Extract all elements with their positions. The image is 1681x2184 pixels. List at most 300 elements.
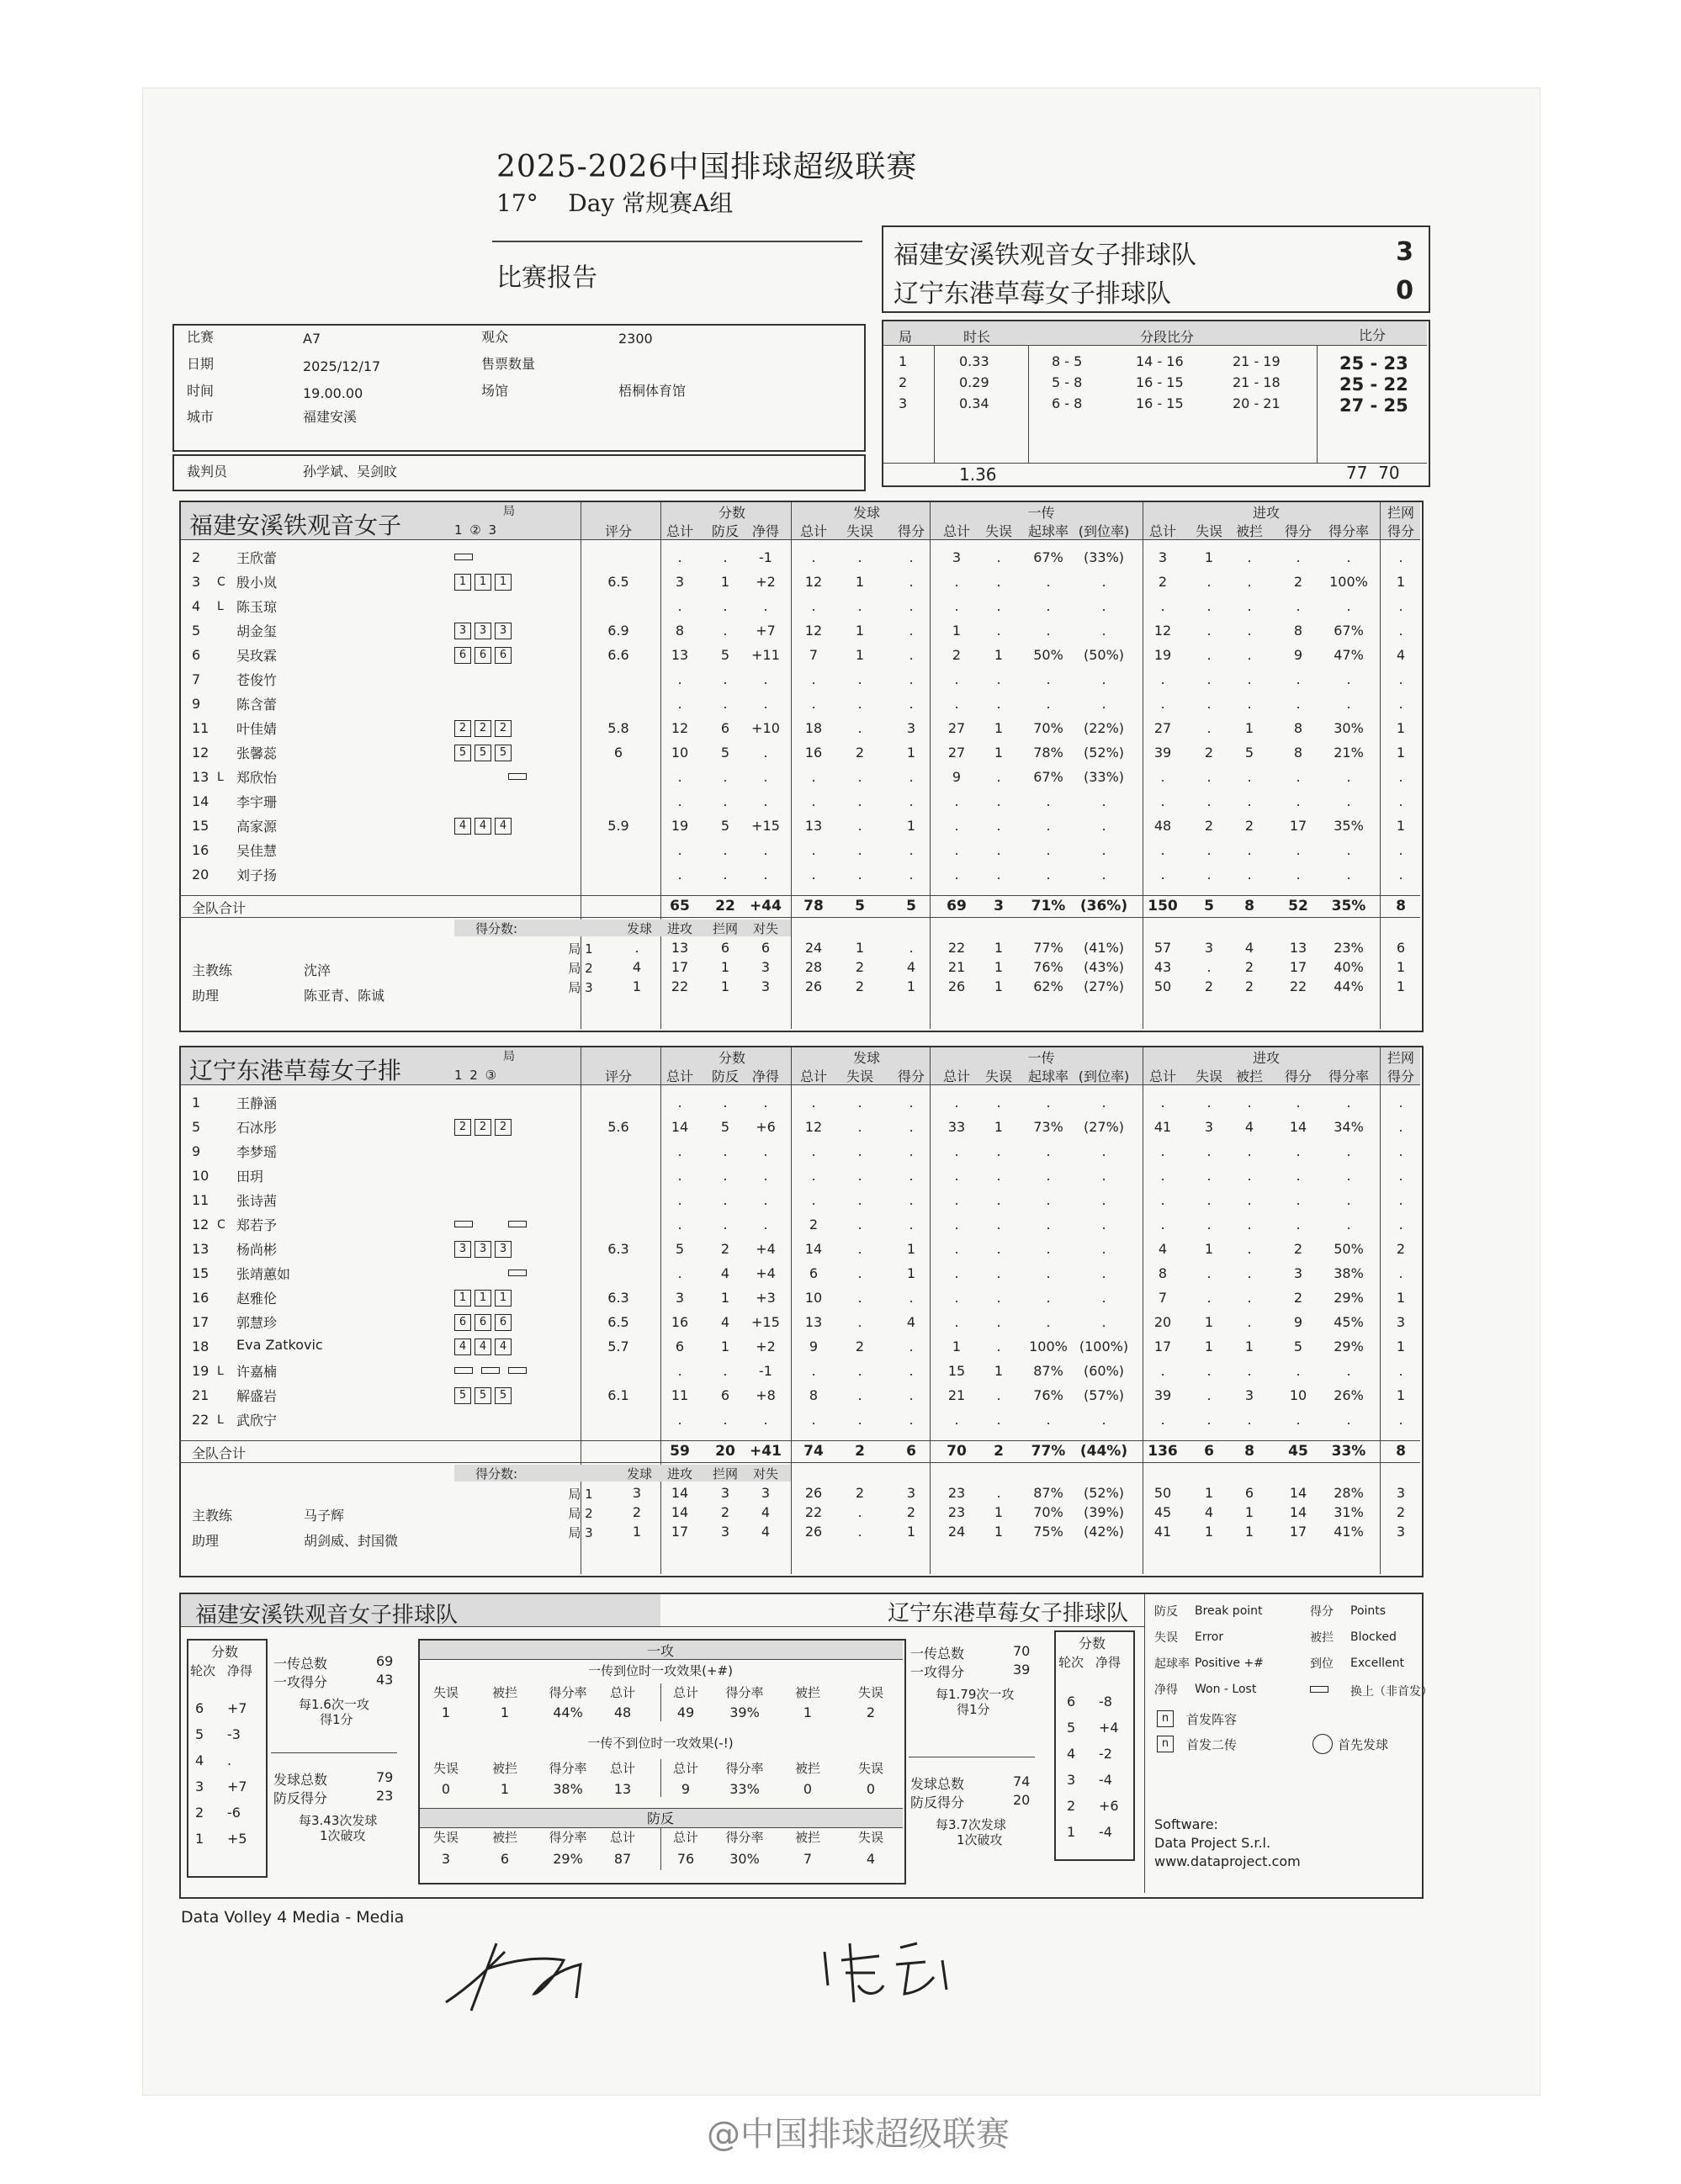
attack-col-header: 被拦: [794, 1761, 820, 1776]
player-stat: 1: [994, 1119, 1004, 1135]
player-name: 张诗茜: [236, 1193, 278, 1209]
time-value: 19.00.00: [303, 385, 363, 401]
set-stat: (42%): [1083, 1524, 1125, 1540]
team-score-box: [882, 225, 1430, 313]
player-role: C: [217, 575, 225, 589]
player-stat: .: [763, 696, 768, 712]
player-stat: 3: [906, 720, 916, 736]
right-serve-value-a: 74: [1013, 1773, 1031, 1789]
player-stat: .: [1398, 1192, 1403, 1208]
player-stat: (52%): [1083, 745, 1125, 761]
player-stat: .: [1046, 793, 1051, 809]
player-number: 16: [192, 842, 209, 858]
player-stat: .: [1398, 696, 1403, 712]
player-stat: .: [954, 1217, 959, 1232]
attack-value-neg: 38%: [553, 1781, 583, 1797]
player-stat: 5: [675, 1241, 685, 1257]
sets-cell: 0.33: [959, 353, 989, 369]
player-stat: .: [723, 671, 728, 687]
player-stat: 9: [1293, 647, 1303, 663]
legend-bench-icon: [1310, 1686, 1328, 1693]
total-stat: +41: [750, 1443, 782, 1460]
player-stat: .: [763, 671, 768, 687]
player-stat: 27: [947, 745, 966, 761]
sets-cell: 20 - 21: [1233, 395, 1281, 411]
set-stat: 13: [1289, 940, 1307, 956]
player-stat: .: [1101, 671, 1106, 687]
city-label: 城市: [187, 409, 215, 425]
player-stat: 1: [720, 1290, 730, 1306]
player-stat: +7: [756, 623, 776, 639]
player-stat: .: [909, 549, 914, 565]
player-stat: .: [763, 1217, 768, 1232]
player-name: 李梦瑶: [236, 1144, 278, 1160]
right-serve-note: 每3.7次发球: [936, 1817, 1006, 1832]
attack-value-pos: 44%: [553, 1704, 583, 1720]
attack-sub1: 一传到位时一攻效果(+#): [588, 1663, 733, 1678]
player-number: 18: [192, 1338, 209, 1354]
player-stat: .: [1247, 1314, 1252, 1330]
rotation-box: 3: [495, 623, 512, 639]
player-stat: .: [723, 793, 728, 809]
player-stat: 3: [952, 549, 962, 565]
player-stat: 67%: [1334, 623, 1364, 639]
software-line: www.dataproject.com: [1154, 1853, 1301, 1869]
legend-value: 换上（非首发）: [1350, 1685, 1433, 1699]
round-line: 17° Day 常规赛A组: [496, 189, 734, 217]
total-stat: 6: [1204, 1443, 1214, 1460]
player-stat: 21%: [1334, 745, 1364, 761]
player-stat: .: [1247, 598, 1252, 614]
player-stat: .: [996, 1192, 1001, 1208]
player-stat: .: [1046, 842, 1051, 858]
sets-cell: 0.29: [959, 374, 989, 390]
attack-col-header: 失误: [432, 1761, 459, 1776]
legend-starter-icon: n: [1157, 1710, 1174, 1727]
player-stat: 87%: [1033, 1363, 1063, 1379]
player-stat: 33: [947, 1119, 966, 1135]
right-recv-label-b: 一攻得分: [910, 1664, 965, 1680]
serve-group-label: 发球: [852, 1050, 880, 1066]
legend-key: 被拦: [1310, 1631, 1334, 1645]
player-stat: .: [1296, 1192, 1301, 1208]
player-stat: .: [857, 671, 862, 687]
player-stat: 2: [1158, 574, 1168, 590]
player-stat: 4: [720, 1265, 730, 1281]
sets-divider: [1317, 345, 1318, 463]
player-stat: 21: [947, 1387, 966, 1403]
bp-value: 3: [441, 1851, 451, 1867]
player-stat: 10: [671, 745, 689, 761]
set-stat: 1: [906, 1524, 916, 1540]
set-stat: 2: [855, 978, 865, 994]
attack-col-header: 被拦: [794, 1685, 820, 1700]
player-stat: .: [677, 1265, 682, 1281]
rot-h: 净得: [1095, 1655, 1122, 1670]
rotation-box: 6: [475, 647, 491, 664]
player-stat: .: [677, 1363, 682, 1379]
set-stat: 4: [1244, 940, 1254, 956]
column-header: 防反: [711, 1068, 739, 1084]
player-stat: .: [954, 1192, 959, 1208]
column-header: 得分: [897, 1068, 925, 1084]
player-stat: .: [763, 867, 768, 883]
player-stat: .: [677, 1217, 682, 1232]
set-stat: (43%): [1083, 959, 1125, 975]
total-stat: 8: [1244, 1443, 1254, 1460]
player-stat: 8: [675, 623, 685, 639]
player-stat: .: [1046, 1290, 1051, 1306]
coach-label: 主教练: [192, 962, 233, 978]
sets-cell: 3: [899, 395, 908, 411]
bench-mark: [508, 1221, 527, 1227]
player-stat: .: [857, 1290, 862, 1306]
player-stat: .: [1398, 769, 1403, 785]
player-stat: .: [1398, 598, 1403, 614]
rotation-box: 2: [454, 1119, 471, 1136]
city-value: 福建安溪: [303, 409, 358, 425]
player-stat: 50%: [1033, 647, 1063, 663]
set-stat: 76%: [1033, 959, 1063, 975]
player-stat: .: [1160, 867, 1165, 883]
set-stat: 24: [804, 940, 823, 956]
player-rotation: [454, 1386, 515, 1404]
player-stat: 6: [720, 720, 730, 736]
venue-label: 场馆: [481, 383, 509, 399]
player-stat: .: [996, 842, 1001, 858]
player-stat: .: [811, 1143, 816, 1159]
set-stat: 14: [1289, 1504, 1307, 1520]
player-stat: .: [909, 1168, 914, 1184]
right-serve-label-a: 发球总数: [910, 1776, 965, 1792]
rotation-box: 6: [454, 1314, 471, 1331]
player-number: 5: [192, 623, 201, 639]
player-stat: 2: [1204, 818, 1214, 834]
legend-first-serve: 首先发球: [1338, 1737, 1389, 1752]
player-stat: .: [1247, 1143, 1252, 1159]
player-stat: 5: [720, 1119, 730, 1135]
player-stat: .: [677, 842, 682, 858]
player-stat: .: [1206, 1290, 1212, 1306]
player-number: 9: [192, 696, 201, 712]
player-stat: 27: [947, 720, 966, 736]
player-name: 杨尚彬: [236, 1242, 278, 1258]
player-number: 11: [192, 720, 209, 736]
player-number: 9: [192, 1143, 201, 1159]
set-stat: 77%: [1033, 940, 1063, 956]
sets-h-duration: 时长: [963, 329, 991, 345]
player-stat: .: [909, 1217, 914, 1232]
column-header: (到位率): [1078, 1068, 1130, 1084]
player-stat: .: [1160, 1412, 1165, 1428]
serve-group-label: 发球: [852, 505, 880, 521]
total-duration: 1.36: [959, 464, 997, 485]
left-serve-label-b: 防反得分: [273, 1790, 328, 1806]
sets-h-score: 比分: [1359, 327, 1387, 343]
set-stat: 4: [761, 1504, 771, 1520]
player-stat: .: [723, 867, 728, 883]
player-stat: .: [909, 623, 914, 639]
player-stat: .: [954, 1412, 959, 1428]
rot-net: +4: [1099, 1720, 1119, 1736]
player-stat: 100%: [1029, 1338, 1068, 1354]
player-stat: .: [763, 1095, 768, 1111]
rotation-box: 2: [475, 1119, 491, 1136]
total-stat: 52: [1288, 898, 1308, 914]
player-stat: .: [1296, 1095, 1301, 1111]
player-number: 4: [192, 598, 201, 614]
set-row-label: 局 2: [568, 961, 593, 976]
player-name: 张靖蕙如: [236, 1266, 291, 1282]
player-stat: .: [723, 769, 728, 785]
rotation-box: 4: [454, 818, 471, 835]
player-role: C: [217, 1218, 225, 1232]
left-serve-value-b: 23: [376, 1788, 394, 1804]
player-stat: 14: [671, 1119, 689, 1135]
player-stat: .: [909, 1363, 914, 1379]
player-stat: .: [996, 549, 1001, 565]
player-stat: .: [723, 842, 728, 858]
set-stat: 4: [761, 1524, 771, 1540]
rot-net: -2: [1099, 1746, 1112, 1762]
player-stat: .: [1247, 769, 1252, 785]
mid-divider: [660, 1828, 661, 1870]
attack-col-header: 被拦: [491, 1685, 517, 1700]
player-stat: .: [677, 1143, 682, 1159]
legend-key: 到位: [1310, 1657, 1334, 1671]
player-stat: 35%: [1334, 818, 1364, 834]
column-header: 总计: [1148, 1068, 1176, 1084]
left-serve-note: 1次破攻: [320, 1828, 366, 1843]
player-stat: +15: [751, 1314, 780, 1330]
player-stat: .: [811, 696, 816, 712]
player-stat: +3: [756, 1290, 776, 1306]
player-stat: 6.3: [607, 1290, 629, 1306]
column-header: 总计: [666, 523, 693, 539]
column-header: 起球率: [1027, 1068, 1069, 1084]
player-stat: .: [723, 1168, 728, 1184]
attack-value-neg: 13: [613, 1781, 632, 1797]
player-name: 王静涵: [236, 1095, 278, 1111]
player-stat: .: [723, 1143, 728, 1159]
total-stat: 8: [1244, 898, 1254, 914]
rotation-box: 4: [475, 818, 491, 835]
player-stat: .: [954, 867, 959, 883]
player-stat: 5: [1244, 745, 1254, 761]
player-stat: 14: [1289, 1119, 1307, 1135]
column-header: (到位率): [1078, 523, 1130, 539]
player-role: L: [217, 600, 224, 613]
player-stat: .: [954, 1241, 959, 1257]
player-stat: 6: [675, 1338, 685, 1354]
player-stat: .: [857, 867, 862, 883]
column-header: 得分: [1387, 523, 1414, 539]
player-name: 郑若予: [236, 1217, 278, 1233]
set-stat: 2: [1244, 959, 1254, 975]
column-header: 失误: [1195, 523, 1222, 539]
column-header: 防反: [711, 523, 739, 539]
player-stat: 15: [947, 1363, 966, 1379]
player-stat: .: [1398, 1095, 1403, 1111]
player-stat: 27: [1153, 720, 1172, 736]
set-stat: 17: [1289, 1524, 1307, 1540]
player-stat: .: [996, 1387, 1001, 1403]
total-stat: 20: [715, 1443, 735, 1460]
player-stat: .: [1046, 574, 1051, 590]
player-stat: 5: [720, 647, 730, 663]
player-stat: .: [811, 671, 816, 687]
player-number: 12: [192, 1217, 209, 1232]
bp-value: 87: [613, 1851, 632, 1867]
player-name: 赵雅伦: [236, 1291, 278, 1307]
player-stat: 100%: [1329, 574, 1368, 590]
player-stat: .: [909, 1192, 914, 1208]
player-stat: .: [1046, 1412, 1051, 1428]
player-stat: .: [1398, 867, 1403, 883]
set-row-label: 局 1: [568, 1487, 593, 1502]
player-name: 吴佳慧: [236, 843, 278, 859]
player-stat: .: [723, 1412, 728, 1428]
player-stat: 9: [809, 1338, 819, 1354]
player-stat: 5.6: [607, 1119, 629, 1135]
column-header: 失误: [984, 1068, 1012, 1084]
player-stat: .: [1247, 1412, 1252, 1428]
player-stat: .: [1101, 1143, 1106, 1159]
player-stat: 1: [1204, 1241, 1214, 1257]
player-stat: .: [909, 1387, 914, 1403]
points-header: 对失: [752, 921, 778, 936]
player-stat: .: [1206, 867, 1212, 883]
player-stat: 11: [671, 1387, 689, 1403]
date-value: 2025/12/17: [303, 358, 381, 374]
player-stat: .: [677, 1095, 682, 1111]
total-label: 全队合计: [192, 900, 247, 916]
team-sets-mark: 1 ② 3: [454, 522, 499, 538]
player-stat: .: [1206, 1363, 1212, 1379]
column-header: 被拦: [1235, 1068, 1263, 1084]
player-stat: (27%): [1083, 1119, 1125, 1135]
rotation-box: 5: [475, 745, 491, 761]
set-stat: 3: [906, 1485, 916, 1501]
set-stat: 4: [632, 959, 642, 975]
rot-number: 1: [1067, 1824, 1076, 1840]
player-stat: .: [1101, 1192, 1106, 1208]
player-stat: .: [996, 1168, 1001, 1184]
player-stat: (22%): [1083, 720, 1125, 736]
player-stat: 7: [1158, 1290, 1168, 1306]
rot-net: -3: [227, 1726, 241, 1742]
player-stat: .: [1101, 1217, 1106, 1232]
player-stat: 20: [1153, 1314, 1172, 1330]
mid-divider: [660, 1683, 661, 1721]
player-stat: .: [1206, 696, 1212, 712]
player-stat: 38%: [1334, 1265, 1364, 1281]
player-stat: 70%: [1033, 720, 1063, 736]
player-stat: .: [1247, 1241, 1252, 1257]
team1-name: 福建安溪铁观音女子排球队: [894, 241, 1196, 270]
player-stat: 67%: [1033, 549, 1063, 565]
assistant-label: 助理: [192, 1533, 220, 1549]
column-header: 得分: [1284, 523, 1312, 539]
player-stat: .: [1206, 793, 1212, 809]
legend-first-serve-icon: [1312, 1734, 1333, 1754]
rotation-box: 3: [454, 623, 471, 639]
column-header: 失误: [846, 523, 873, 539]
set-stat: 2: [1204, 978, 1214, 994]
left-recv-value-a: 69: [376, 1653, 394, 1669]
rot-number: 3: [1067, 1772, 1076, 1788]
att-group-label: 进攻: [1252, 1050, 1280, 1066]
column-header: 总计: [799, 523, 827, 539]
bp-col-header: 总计: [672, 1830, 698, 1845]
player-stat: 1: [720, 574, 730, 590]
right-recv-note: 每1.79次一攻: [936, 1687, 1015, 1702]
player-stat: .: [1296, 793, 1301, 809]
blk-group-label: 拦网: [1387, 505, 1414, 521]
player-name: 胡金玺: [236, 623, 278, 639]
footer-software: Data Volley 4 Media - Media: [181, 1908, 405, 1927]
player-stat: .: [1247, 574, 1252, 590]
breakpoint-title: 防反: [646, 1810, 674, 1826]
player-stat: 1: [952, 1338, 962, 1354]
player-stat: .: [1296, 867, 1301, 883]
player-stat: .: [1160, 671, 1165, 687]
player-number: 16: [192, 1290, 209, 1306]
player-stat: .: [1247, 1363, 1252, 1379]
set-stat: .: [857, 1524, 862, 1540]
player-stat: 1: [906, 1241, 916, 1257]
set-stat: 28: [804, 959, 823, 975]
player-stat: 6: [809, 1265, 819, 1281]
total-label: 全队合计: [192, 1445, 247, 1461]
player-stat: .: [1296, 1168, 1301, 1184]
player-stat: 1: [906, 745, 916, 761]
player-stat: .: [1247, 696, 1252, 712]
player-number: 15: [192, 1265, 209, 1281]
player-stat: 8: [1293, 623, 1303, 639]
player-stat: .: [954, 842, 959, 858]
set-stat: 1: [1396, 959, 1406, 975]
player-stat: .: [857, 1412, 862, 1428]
attack-col-header: 总计: [672, 1761, 698, 1776]
player-stat: .: [954, 574, 959, 590]
total-stat: 6: [906, 1443, 916, 1460]
player-stat: .: [1046, 818, 1051, 834]
player-stat: 34%: [1334, 1119, 1364, 1135]
player-stat: .: [723, 1095, 728, 1111]
total-stat: (36%): [1079, 898, 1128, 914]
player-stat: .: [723, 696, 728, 712]
player-rotation: [454, 1215, 535, 1231]
set-group-label: 局: [503, 1050, 515, 1063]
legend-value: Points: [1350, 1604, 1387, 1618]
recv-group-label: 一传: [1027, 1050, 1055, 1066]
player-number: 10: [192, 1168, 209, 1184]
player-stat: .: [677, 1192, 682, 1208]
player-stat: 6.5: [607, 1314, 629, 1330]
column-header: 净得: [751, 523, 779, 539]
player-stat: .: [996, 1143, 1001, 1159]
legend-value: Blocked: [1350, 1630, 1397, 1644]
coach-name: 马子辉: [304, 1508, 345, 1524]
left-recv-value-b: 43: [376, 1672, 394, 1688]
total-rule: [179, 895, 1420, 896]
player-stat: .: [1398, 549, 1403, 565]
report-label: 比赛报告: [496, 263, 597, 293]
player-stat: .: [1206, 1168, 1212, 1184]
player-rotation: [454, 1117, 515, 1136]
right-recv-value-b: 39: [1013, 1662, 1031, 1678]
